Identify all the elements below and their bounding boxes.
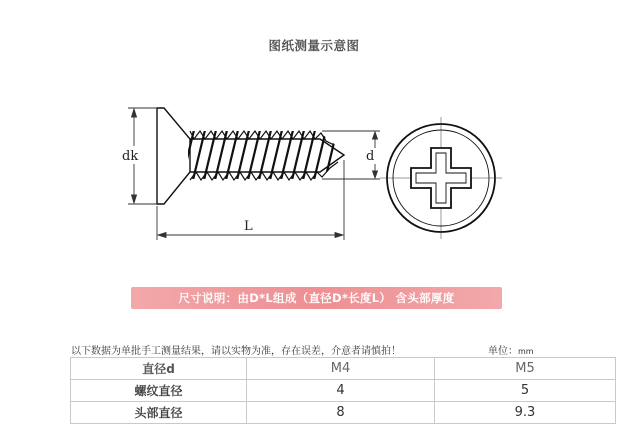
- dk-label: dk: [122, 149, 139, 164]
- table-cell: 9.3: [435, 402, 616, 424]
- table-header-cell: M4: [247, 358, 435, 380]
- L-label: L: [244, 219, 253, 234]
- table-row-label: 螺纹直径: [71, 380, 247, 402]
- page-title: 图纸测量示意图: [268, 38, 360, 53]
- table-cell: 5: [435, 380, 616, 402]
- unit-label: [488, 342, 534, 357]
- table-row: [71, 402, 616, 424]
- table-header-row: [71, 358, 616, 380]
- measurement-note: 以下数据为单批手工测量结果，请以实物为准，存在误差，介意者请慎拍！: [71, 346, 401, 357]
- size-explanation-banner: 尺寸说明：由D*L组成（直径D*长度L） 含头部厚度: [131, 287, 502, 309]
- unit-label-text: 单位：: [488, 346, 518, 357]
- table-row: [71, 380, 616, 402]
- unit-value: mm: [518, 347, 534, 356]
- screw-side-view-icon: [157, 108, 344, 204]
- table-cell: 4: [247, 380, 435, 402]
- phillips-head-top-view-icon: [380, 117, 502, 239]
- d-label: d: [366, 149, 375, 164]
- table-header-cell: M5: [435, 358, 616, 380]
- table-header-cell: 直径d: [71, 358, 247, 380]
- size-table: [70, 357, 616, 424]
- table-row-label: 头部直径: [71, 402, 247, 424]
- table-cell: 8: [247, 402, 435, 424]
